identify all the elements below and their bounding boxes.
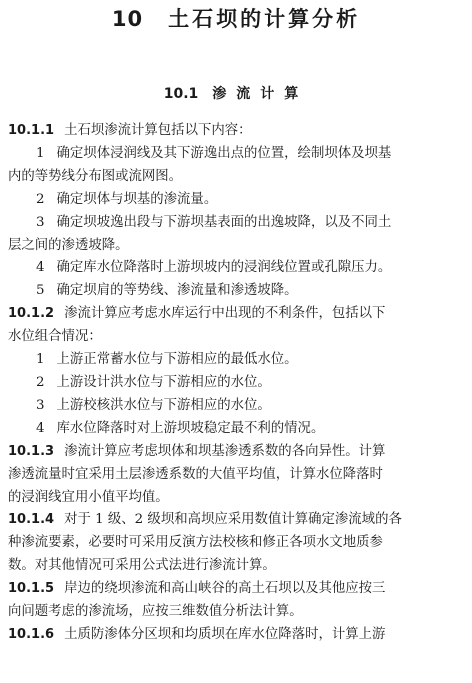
clause-text: 土质防渗体分区坝和均质坝在库水位降落时，计算上游 [64, 626, 386, 642]
clause-continuation: 向问题考虑的渗流场，应按三维数值分析法计算。 [8, 604, 303, 620]
chapter-title-text: 土石坝的计算分析 [168, 7, 361, 31]
list-item [8, 349, 470, 372]
section-number: 10.1 [163, 86, 199, 102]
item-continuation: 内的等势线分布图或流网图。 [8, 168, 183, 184]
item-number: 2 [36, 191, 45, 207]
item-number: 1 [36, 145, 45, 161]
item-number: 3 [36, 214, 45, 230]
item-text: 库水位降落时对上游坝坡稳定最不利的情况。 [56, 420, 325, 436]
item-text: 确定坝体浸润线及其下游逸出点的位置，绘制坝体及坝基 [56, 145, 392, 161]
clause-number: 10.1.4 [8, 512, 55, 528]
item-text: 确定库水位降落时上游坝坡内的浸润线位置或孔隙压力。 [56, 260, 392, 276]
clause-continuation: 渗透流量时宜采用土层渗透系数的大值平均值，计算水位降落时 [8, 466, 383, 482]
clause-10-1-4 [8, 509, 470, 532]
item-text: 确定坝肩的等势线、渗流量和渗透坡降。 [56, 283, 298, 299]
chapter-title [0, 6, 472, 32]
clause-text: 岸边的绕坝渗流和高山峡谷的高土石坝以及其他应按三 [64, 581, 386, 597]
clause-10-1-6 [8, 624, 470, 647]
clause-text: 渗流计算应考虑坝体和坝基渗透系数的各向异性。计算 [64, 443, 386, 459]
clause-continuation: 数。对其他情况可采用公式法进行渗流计算。 [8, 558, 276, 574]
clause-10-1-3 [8, 441, 470, 464]
item-number: 2 [36, 374, 45, 390]
clause-number: 10.1.3 [8, 443, 55, 459]
list-item [8, 189, 470, 212]
clause-continuation: 种渗流要素，必要时可采用反演方法校核和修正各项水文地质参 [8, 535, 383, 551]
item-text: 确定坝坡逸出段与下游坝基表面的出逸坡降，以及不同土 [56, 214, 392, 230]
list-item [8, 212, 470, 235]
item-text: 确定坝体与坝基的渗流量。 [56, 191, 218, 207]
clause-continuation: 的浸润线宜用小值平均值。 [8, 489, 169, 505]
clause-10-1-5 [8, 578, 470, 601]
list-item [8, 418, 470, 441]
list-item [8, 257, 470, 280]
clause-10-1-1 [8, 120, 470, 143]
body-text [8, 120, 470, 647]
clause-continuation: 水位组合情况： [8, 329, 102, 345]
list-item [8, 143, 470, 166]
item-text: 上游设计洪水位与下游相应的水位。 [56, 374, 271, 390]
list-item [8, 372, 470, 395]
clause-number: 10.1.1 [8, 123, 55, 138]
chapter-number: 10 [111, 7, 144, 31]
clause-number: 10.1.2 [8, 306, 55, 322]
section-title-text: 渗流计算 [212, 86, 309, 102]
item-number: 4 [36, 260, 45, 276]
item-text: 上游校核洪水位与下游相应的水位。 [56, 397, 271, 413]
clause-text: 对于 1 级、2 级坝和高坝应采用数值计算确定渗流域的各 [64, 512, 402, 528]
item-number: 3 [36, 397, 45, 413]
item-number: 5 [36, 283, 45, 299]
clause-number: 10.1.5 [8, 581, 55, 597]
list-item [8, 280, 470, 303]
clause-text: 土石坝渗流计算包括以下内容： [64, 123, 252, 138]
item-continuation: 层之间的渗透坡降。 [8, 237, 129, 253]
clause-text: 渗流计算应考虑水库运行中出现的不利条件，包括以下 [64, 306, 386, 322]
item-number: 4 [36, 420, 45, 436]
list-item [8, 395, 470, 418]
item-number: 1 [36, 352, 45, 368]
clause-10-1-2 [8, 303, 470, 326]
clause-number: 10.1.6 [8, 626, 55, 642]
item-text: 上游正常蓄水位与下游相应的最低水位。 [56, 352, 298, 368]
section-title [0, 84, 472, 104]
